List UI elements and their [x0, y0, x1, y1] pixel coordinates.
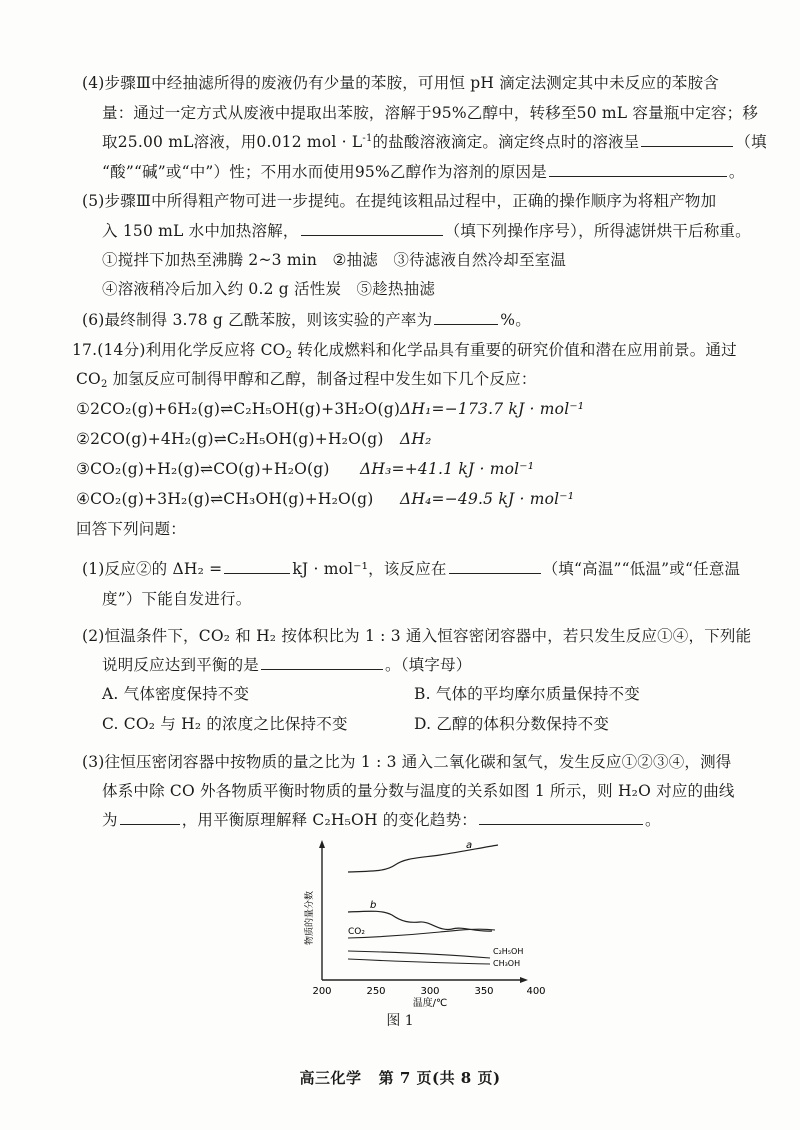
reaction-2-enthalpy: ΔH₂ — [400, 430, 432, 448]
curve-b — [348, 911, 492, 931]
q16-part4-line4: “酸”“碱”或“中”）性；不用水而使用95%乙醇作为溶剂的原因是 。 — [102, 163, 745, 181]
answer-blank-yield[interactable] — [434, 309, 498, 325]
x-tick-350: 350 — [474, 986, 494, 997]
q16-part4-line3: 取25.00 mL溶液，用0.012 mol · $L^{-1}$的盐酸溶液滴定。滴定终点时的溶液呈 （填 — [102, 133, 767, 151]
q16-part4-line2: 量：通过一定方式从废液中提取出苯胺，溶解于95%乙醇中，转移至50 mL 容量瓶中定容；移 — [102, 104, 759, 122]
x-tick-300: 300 — [420, 986, 440, 997]
q17-part1-line2: 度”）下能自发进行。 — [102, 590, 252, 608]
reaction-3-enthalpy: ΔH₃=+41.1 kJ · mol⁻¹ — [360, 460, 535, 478]
answer-blank-equilibrium[interactable] — [261, 654, 383, 670]
q17-heading: 17.(14分)利用化学反应将 $CO_2$ 转化成燃料和化学品具有重要的研究价值和潜在应用前景。通过 — [72, 341, 737, 361]
option-a: A. 气体密度保持不变 — [102, 685, 250, 703]
x-tick-250: 250 — [366, 986, 386, 997]
x-tick-200: 200 — [312, 986, 332, 997]
reaction-1: ①2CO₂(g)+6H₂(g)⇌C₂H₅OH(g)+3H₂O(g) ΔH₁=−173.7 kJ · mol⁻¹ — [76, 400, 585, 418]
answer-prompt: 回答下列问题： — [76, 520, 186, 538]
reaction-3: ③CO₂(g)+H₂(g)⇌CO(g)+H₂O(g) ΔH₃=+41.1 kJ · mol⁻¹ — [76, 460, 535, 478]
answer-blank-temperature[interactable] — [449, 558, 541, 574]
curve-c2h5oh — [348, 951, 490, 958]
answer-blank-dh2[interactable] — [224, 558, 290, 574]
x-tick-400: 400 — [526, 986, 546, 997]
reaction-2: ②2CO(g)+4H₂(g)⇌C₂H₅OH(g)+H₂O(g) ΔH₂ — [76, 430, 432, 448]
page-footer: 高三化学 第 7 页(共 8 页) — [299, 1069, 501, 1087]
curve-b-label: b — [370, 900, 377, 911]
figure-1-graph — [300, 840, 560, 1030]
q17-part3-line2: 体系中除 CO 外各物质平衡时物质的量分数与温度的关系如图 1 所示，则 H₂O 对应的曲线 — [102, 782, 735, 800]
x-axis-arrow — [520, 977, 528, 983]
curve-ch3oh-label: CH₃OH — [493, 959, 521, 968]
option-c: C. CO₂ 与 H₂ 的浓度之比保持不变 — [102, 715, 348, 733]
option-b: B. 气体的平均摩尔质量保持不变 — [414, 685, 640, 703]
reaction-4-enthalpy: ΔH₄=−49.5 kJ · mol⁻¹ — [400, 490, 575, 508]
q16-part5-line1: (5)步骤Ⅲ中所得粗产物可进一步提纯。在提纯该粗品过程中，正确的操作顺序为将粗产物加 — [82, 192, 717, 210]
q17-part3-line3: 为 ，用平衡原理解释 C₂H₅OH 的变化趋势： 。 — [102, 811, 661, 829]
answer-blank-ethanol-trend[interactable] — [479, 809, 643, 825]
q17-part2-line1: (2)恒温条件下，CO₂ 和 H₂ 按体积比为 1 : 3 通入恒容密闭容器中，若只发生反应①④，下列能 — [82, 627, 752, 645]
curve-a — [348, 845, 498, 872]
x-axis-label: 温度/℃ — [412, 998, 448, 1009]
answer-blank-solvent-reason[interactable] — [549, 161, 727, 177]
reaction-4: ④CO₂(g)+3H₂(g)⇌CH₃OH(g)+H₂O(g) ΔH₄=−49.5 kJ · mol⁻¹ — [76, 490, 575, 508]
curve-co2 — [348, 929, 495, 938]
figure-caption: 图 1 — [386, 1013, 414, 1029]
q16-part4-line1: (4)步骤Ⅲ中经抽滤所得的废液仍有少量的苯胺，可用恒 pH 滴定法测定其中未反应的苯胺含 — [82, 74, 719, 92]
answer-blank-acidity[interactable] — [641, 131, 733, 147]
answer-blank-h2o-curve[interactable] — [120, 809, 180, 825]
q16-part5-line2: 入 150 mL 水中加热溶解， （填下列操作序号），所得滤饼烘干后称重。 — [102, 222, 751, 240]
reaction-1-enthalpy: ΔH₁=−173.7 kJ · mol⁻¹ — [400, 400, 585, 418]
curve-co2-label: CO₂ — [348, 927, 365, 937]
curve-c2h5oh-label: C₂H₅OH — [493, 947, 524, 956]
curve-a-label: a — [466, 840, 473, 851]
q16-part5-options1: ①搅拌下加热至沸腾 2~3 min ②抽滤 ③待滤液自然冷却至室温 — [102, 251, 567, 269]
y-axis-arrow — [319, 840, 325, 848]
q16-part5-options2: ④溶液稍冷后加入约 0.2 g 活性炭 ⑤趁热抽滤 — [102, 280, 436, 298]
q17-part1: (1)反应②的 ΔH₂ = kJ · mol⁻¹，该反应在 （填“高温”“低温”或“任意温 — [82, 560, 741, 578]
q17-intro: $CO_2$ 加氢反应可制得甲醇和乙醇，制备过程中发生如下几个反应： — [76, 370, 537, 390]
q17-part2-line2: 说明反应达到平衡的是 。（填字母） — [102, 656, 472, 674]
q17-part3-line1: (3)往恒压密闭容器中按物质的量之比为 1 : 3 通入二氧化碳和氢气，发生反应①②③④，测得 — [82, 753, 732, 771]
answer-blank-operation-order[interactable] — [301, 220, 443, 236]
q16-part6: (6)最终制得 3.78 g 乙酰苯胺，则该实验的产率为 %。 — [82, 311, 531, 329]
option-d: D. 乙醇的体积分数保持不变 — [414, 715, 610, 733]
curve-ch3oh — [348, 959, 490, 964]
y-axis-label: 物质的量分数 — [305, 890, 315, 946]
